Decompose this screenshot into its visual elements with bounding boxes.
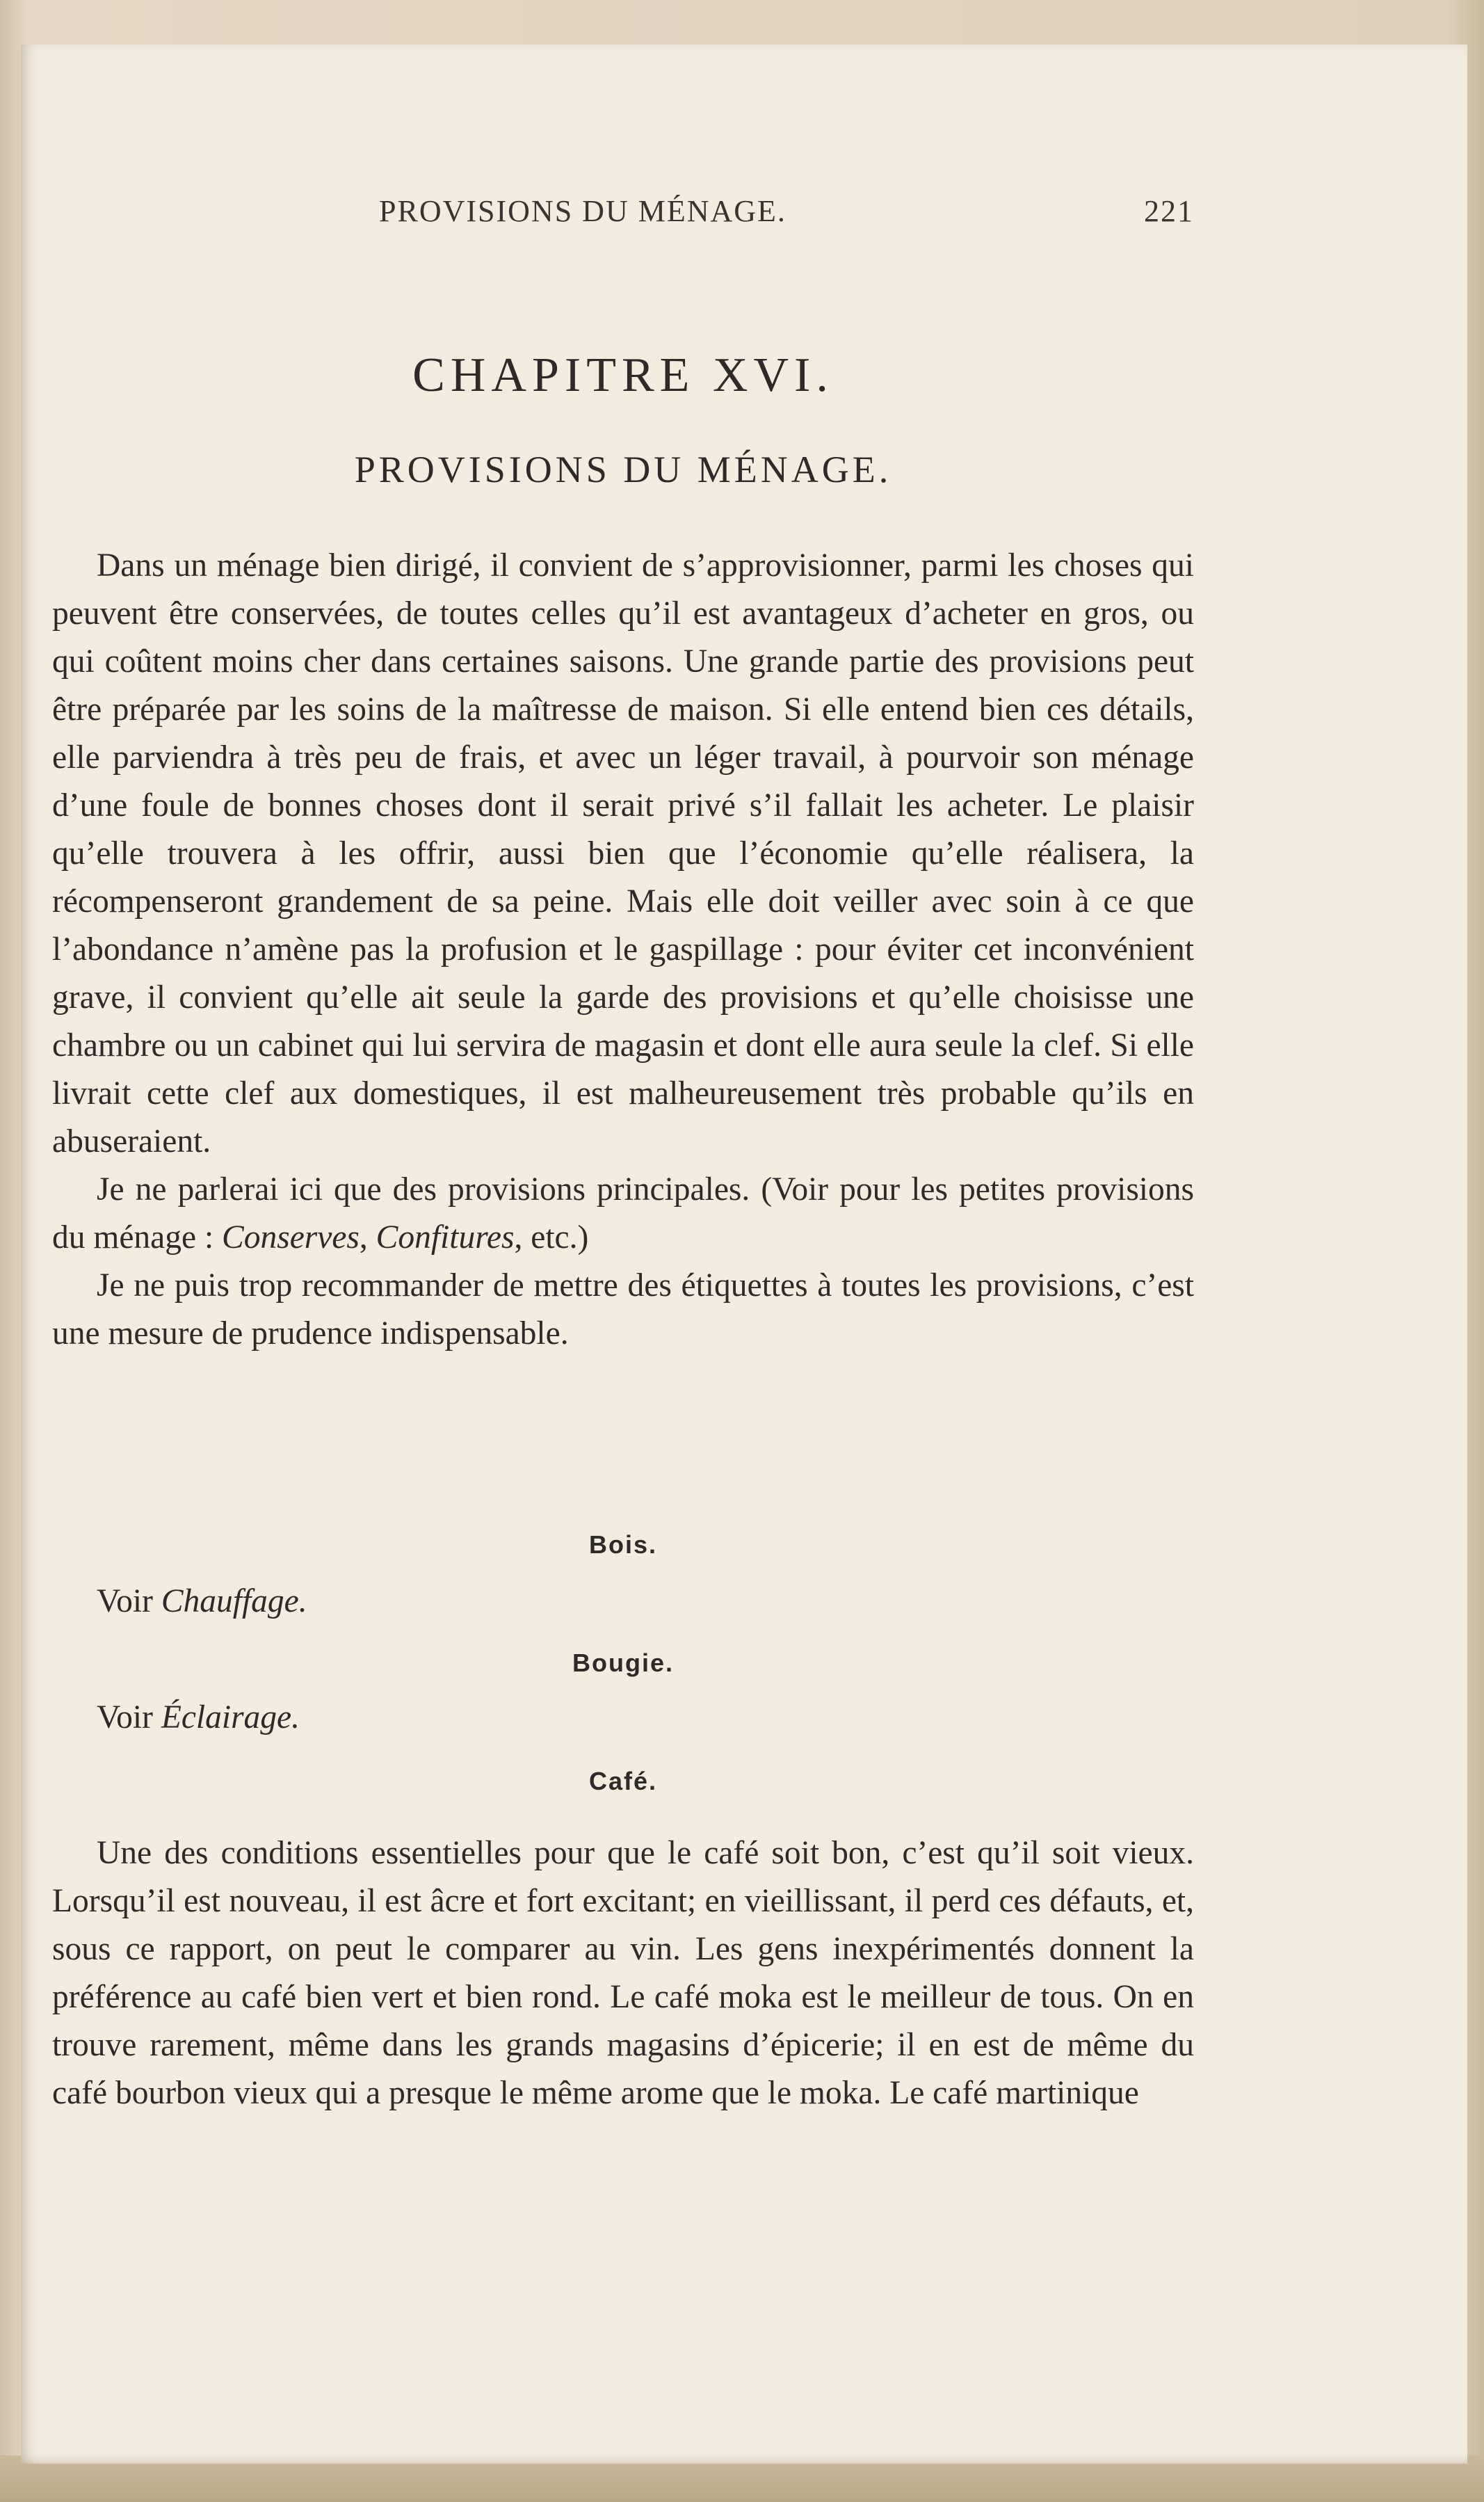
see-prefix: Voir [97, 1699, 161, 1735]
cafe-text [52, 1829, 1194, 2117]
paragraph: Une des conditions essentielles pour que le café soit bon, c’est qu’il soit vieux. Lorsqu’il est nouveau, il est âcre et fort excitant; en vieillissant, il perd ces défauts, et, sous ce rapport, on peut le comparer au vin. Les gens inexpérimentés donnent la préférence au café bien vert et bien rond. Le café moka est le meilleur de tous. On en trouve rarement, même dans les grands magasins d’épicerie; il en est de même du café bourbon vieux qui a presque le même arome que le moka. Le café martinique [52, 1835, 1194, 2111]
cross-reference: Éclairage. [161, 1699, 300, 1735]
paragraph: Je ne puis trop recommander de mettre des étiquettes à toutes les provisions, c’est une mesure de prudence indispensable. [52, 1267, 1194, 1352]
running-title: PROVISIONS DU MÉNAGE. [379, 194, 787, 228]
cross-reference: Chauffage. [161, 1583, 307, 1619]
chapter-title: CHAPITRE XVI. [412, 348, 834, 402]
section-heading-cafe: Café. [588, 1767, 658, 1795]
see-line-bougie [97, 1699, 300, 1736]
see-prefix: Voir [97, 1583, 161, 1619]
paragraph [52, 1166, 1194, 1262]
see-line-bois [97, 1582, 307, 1620]
paragraph: Dans un ménage bien dirigé, il convient de s’approvisionner, parmi les choses qui peuvent être conservées, de toutes celles qu’il est avantageux d’acheter en gros, ou qui coûtent moins cher dans certaines saisons. Une grande partie des provisions peut être préparée par les soins de la maîtresse de maison. Si elle entend bien ces détails, elle parviendra à très peu de frais, et avec un léger travail, à pourvoir son ménage d’une foule de bonnes choses dont il serait privé s’il fallait les acheter. Le plaisir qu’elle trouvera à les offrir, aussi bien que l’économie qu’elle réalisera, la récompenseront grandement de sa peine. Mais elle doit veiller avec soin à ce que l’abondance n’amène pas la profusion et le gaspillage : pour éviter cet inconvénient grave, il convient qu’elle ait seule la garde des provisions et qu’elle choisisse une chambre ou un cabinet qui lui servira de magasin et dont elle aura seule la clef. Si elle livrait cette clef aux domestiques, il est malheureusement très probable qu’ils en abuseraient. [52, 547, 1194, 1160]
section-heading-bois: Bois. [588, 1530, 657, 1559]
section-heading-bougie: Bougie. [572, 1649, 674, 1677]
cross-reference: Confitures [376, 1219, 515, 1256]
page-number: 221 [1144, 194, 1194, 228]
chapter-subtitle: PROVISIONS DU MÉNAGE. [354, 449, 892, 490]
intro-text [52, 542, 1194, 1358]
running-header [52, 193, 1194, 235]
paragraph-text: , [359, 1219, 376, 1256]
paragraph-text: Je ne parlerai ici que des provisions principales. (Voir pour les petites provisions du ménage : [52, 1171, 1194, 1256]
cross-reference: Conserves [222, 1219, 360, 1256]
paragraph-text: , etc.) [514, 1219, 589, 1256]
